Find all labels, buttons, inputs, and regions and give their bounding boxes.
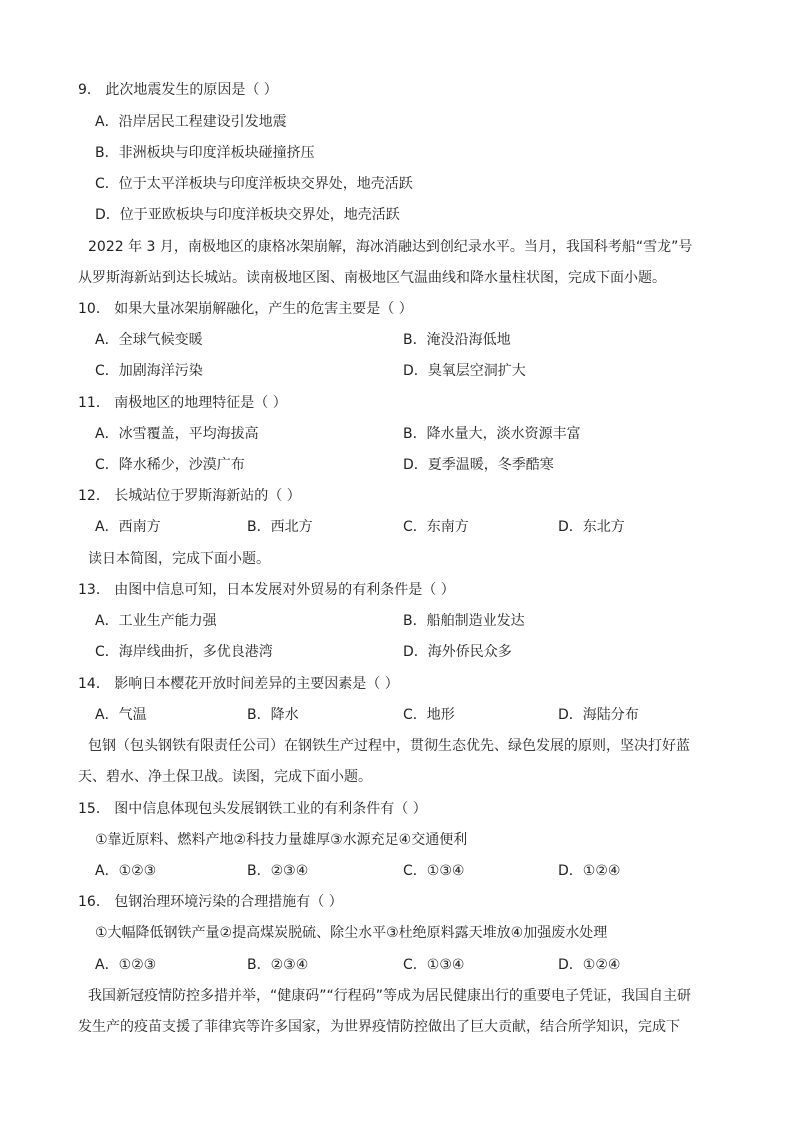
question-9-option-d: D．位于亚欧板块与印度洋板块交界处，地壳活跃 [95, 207, 400, 223]
question-13-stem: 13． 由图中信息可知，日本发展对外贸易的有利条件是（ ） [78, 582, 455, 598]
question-9-option-c: C．位于太平洋板块与印度洋板块交界处，地壳活跃 [95, 176, 413, 192]
question-16-option-a: A．①②③ [95, 957, 157, 973]
question-12-option-c: C．东南方 [403, 519, 469, 535]
question-15-option-c: C．①③④ [403, 863, 465, 879]
question-11-option-b: B．降水量大，淡水资源丰富 [403, 426, 581, 442]
question-12-option-a: A．西南方 [95, 519, 161, 535]
passage-covid-line2: 发生产的疫苗支援了菲律宾等许多国家，为世界疫情防控做出了巨大贡献，结合所学知识，完成下 [78, 1019, 680, 1035]
question-16-option-c: C．①③④ [403, 957, 465, 973]
question-11-option-d: D．夏季温暖，冬季酷寒 [403, 457, 554, 473]
question-14-option-b: B．降水 [247, 707, 299, 723]
question-12-stem: 12． 长城站位于罗斯海新站的（ ） [78, 488, 301, 504]
question-11-option-c: C．降水稀少，沙漠广布 [95, 457, 245, 473]
question-14-option-a: A．气温 [95, 707, 147, 723]
question-9-option-a: A．沿岸居民工程建设引发地震 [95, 114, 287, 130]
passage-baogang-line2: 天、碧水、净土保卫战。读图，完成下面小题。 [78, 769, 372, 785]
passage-covid-line1: 我国新冠疫情防控多措并举，“健康码”“行程码”等成为居民健康出行的重要电子凭证，我国自主研 [88, 988, 692, 1004]
question-16-option-d: D．①②④ [558, 957, 621, 973]
question-15-option-a: A．①②③ [95, 863, 157, 879]
question-15-stem: 15． 图中信息体现包头发展钢铁工业的有利条件有（ ） [78, 801, 427, 817]
question-12-option-d: D．东北方 [558, 519, 625, 535]
question-16-stem: 16． 包钢治理环境污染的合理措施有（ ） [78, 894, 343, 910]
question-9-option-b: B．非洲板块与印度洋板块碰撞挤压 [95, 145, 315, 161]
passage-antarctica-line2: 从罗斯海新站到达长城站。读南极地区图、南极地区气温曲线和降水量柱状图，完成下面小题。 [78, 270, 666, 286]
question-10-option-a: A．全球气候变暖 [95, 332, 203, 348]
question-11-stem: 11． 南极地区的地理特征是（ ） [78, 395, 287, 411]
question-13-option-d: D．海外侨民众多 [403, 644, 512, 660]
question-10-option-b: B．淹没沿海低地 [403, 332, 511, 348]
question-15-statements: ①靠近原料、燃料产地②科技力量雄厚③水源充足④交通便利 [95, 832, 468, 848]
question-15-option-b: B．②③④ [247, 863, 309, 879]
question-14-option-c: C．地形 [403, 707, 455, 723]
question-10-option-d: D．臭氧层空洞扩大 [403, 363, 526, 379]
question-13-option-a: A．工业生产能力强 [95, 613, 217, 629]
question-10-stem: 10． 如果大量冰架崩解融化，产生的危害主要是（ ） [78, 301, 413, 317]
question-13-option-b: B．船舶制造业发达 [403, 613, 525, 629]
question-13-option-c: C．海岸线曲折，多优良港湾 [95, 644, 273, 660]
question-11-option-a: A．冰雪覆盖，平均海拔高 [95, 426, 259, 442]
question-16-statements: ①大幅降低钢铁产量②提高煤炭脱硫、除尘水平③杜绝原料露天堆放④加强废水处理 [95, 925, 608, 941]
passage-baogang-line1: 包钢（包头钢铁有限责任公司）在钢铁生产过程中，贯彻生态优先、绿色发展的原则，坚决打好蓝 [88, 738, 690, 754]
question-10-option-c: C．加剧海洋污染 [95, 363, 203, 379]
question-15-option-d: D．①②④ [558, 863, 621, 879]
question-16-option-b: B．②③④ [247, 957, 309, 973]
question-14-stem: 14． 影响日本樱花开放时间差异的主要因素是（ ） [78, 676, 399, 692]
question-12-option-b: B．西北方 [247, 519, 313, 535]
passage-antarctica-line1: 2022 年 3 月，南极地区的康格冰架崩解，海冰消融达到创纪录水平。当月，我国科考船“雪龙”号 [88, 239, 693, 255]
question-14-option-d: D．海陆分布 [558, 707, 639, 723]
passage-japan-line1: 读日本简图，完成下面小题。 [88, 551, 270, 567]
question-9-stem: 9． 此次地震发生的原因是（ ） [78, 82, 278, 98]
